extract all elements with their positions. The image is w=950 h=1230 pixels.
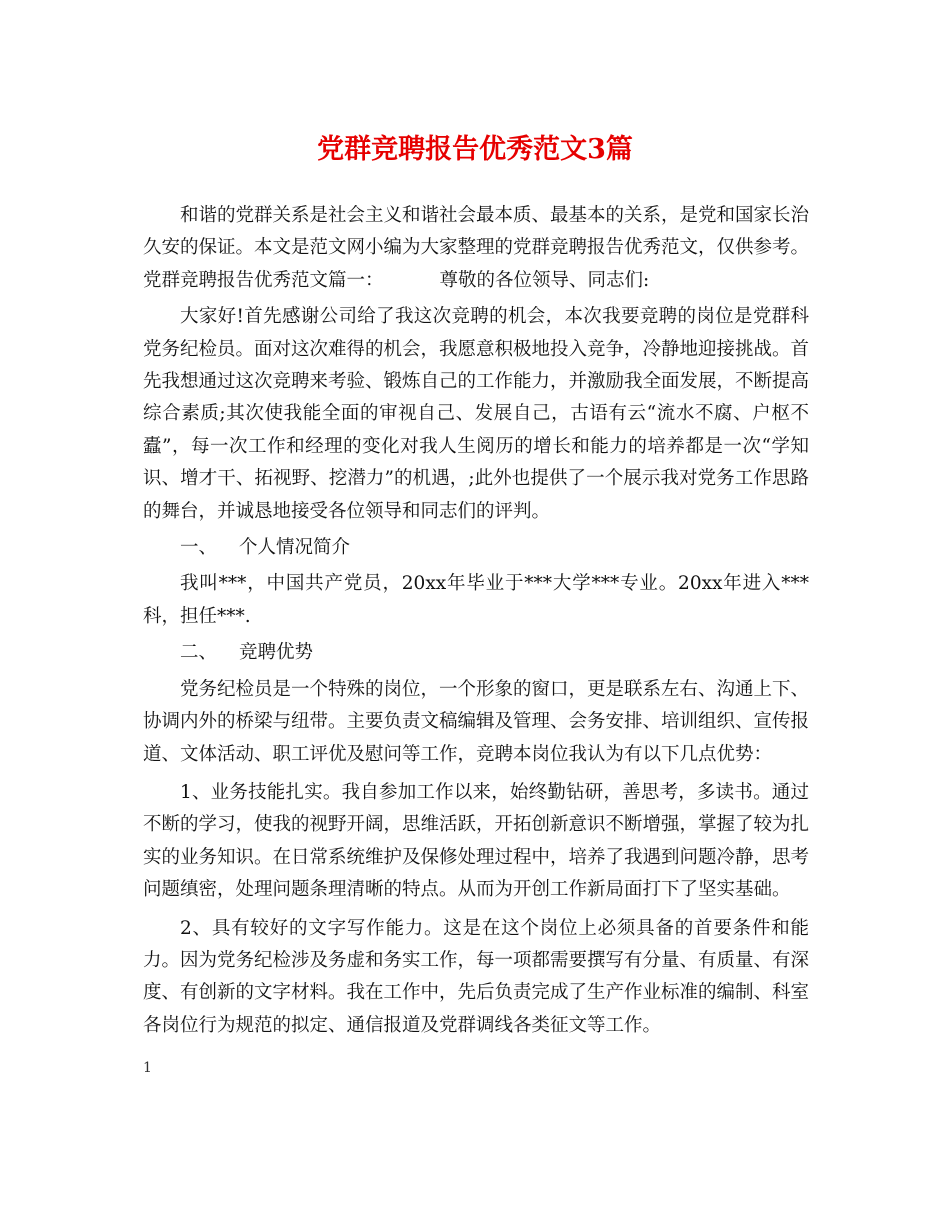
point1-paragraph: 1、业务技能扎实。我自参加工作以来，始终勤钻研，善思考，多读书。通过不断的学习，使我的视野开阔，思维活跃，开拓创新意识不断增强，掌握了较为扎实的业务知识。在日常系统维护及保修处理过程中，培养了我遇到问题冷静，思考问题缜密，处理问题条理清晰的特点。从而为开创工作新局面打下了坚实基础。 [143,781,810,901]
section-heading-2 [143,637,809,669]
section2-paragraph: 党务纪检员是一个特殊的岗位，一个形象的窗口，更是联系左右、沟通上下、协调内外的桥梁与纽带。主要负责文稿编辑及管理、会务安排、培训组织、宣传报道、文体活动、职工评优及慰问等工作，竞聘本岗位我认为有以下几点优势： [143,678,810,765]
greeting: 尊敬的各位领导、同志们: [439,269,650,291]
section-title-2: 竞聘优势 [239,642,314,664]
opening-paragraph: 大家好!首先感谢公司给了我这次竞聘的机会，本次我要竞聘的岗位是党群科党务纪检员。面对这次难得的机会，我愿意积极地投入竞争，冷静地迎接挑战。首先我想通过这次竞聘来考验、锻炼自己的工作能力，并激励我全面发展，不断提高综合素质;其次使我能全面的审视自己、发展自己，古语有云“流水不腐、户枢不蠹”，每一次工作和经理的变化对我人生阅历的增长和能力的培养都是一次“学知识、增才干、拓视野、挖潜力”的机遇，;此外也提供了一个展示我对党务工作思路的舞台，并诚恳地接受各位领导和同志们的评判。 [143,306,810,522]
point2-paragraph: 2、具有较好的文字写作能力。这是在这个岗位上必须具备的首要条件和能力。因为党务纪检涉及务虚和务实工作，每一项都需要撰写有分量、有质量、有深度、有创新的文字材料。我在工作中，先后负责完成了生产作业标准的编制、科室各岗位行为规范的拟定、通信报道及党群调线各类征文等工作。 [143,917,810,1036]
document-body [143,200,809,1042]
section-title-1: 个人情况简介 [239,537,351,559]
section-number-1: 一、 [180,537,218,559]
sample-label: 党群竞聘报告优秀范文篇一： [143,269,384,291]
intro-paragraph: 和谐的党群关系是社会主义和谐社会最本质、最基本的关系，是党和国家长治久安的保证。本文是范文网小编为大家整理的党群竞聘报告优秀范文，仅供参考。 [143,205,810,259]
section1-paragraph: 我叫***，中国共产党员，20xx年毕业于***大学***专业。20xx年进入***科，担任***. [143,573,809,627]
section-number-2: 二、 [180,642,218,664]
section-heading-1 [143,532,809,564]
document-title: 党群竞聘报告优秀范文3篇 [317,134,633,165]
sample-label-line [143,265,809,297]
page-number: 1 [143,1060,152,1076]
